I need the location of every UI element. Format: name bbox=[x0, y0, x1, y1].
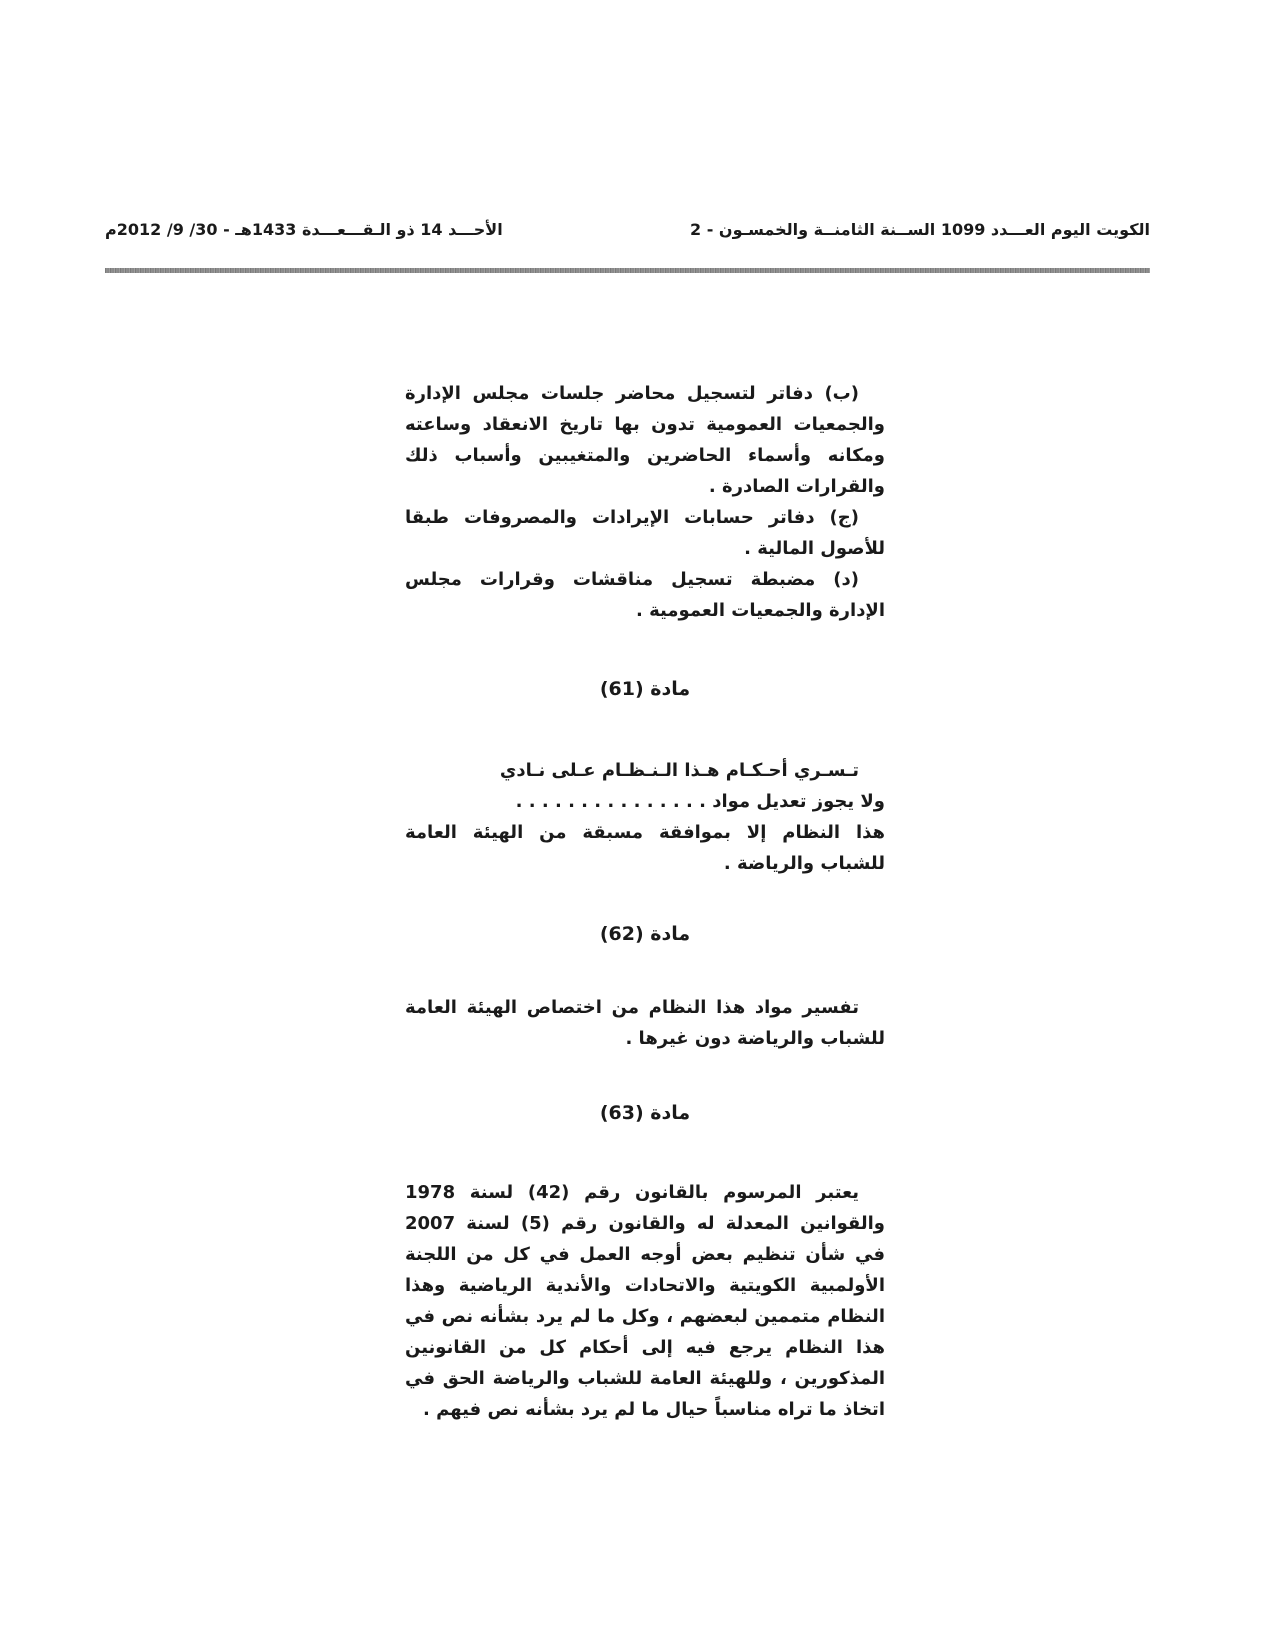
article-61-line2: ولا يجوز تعديل مواد bbox=[712, 791, 885, 812]
article-63-body: يعتبر المرسوم بالقانون رقم (42) لسنة 1978 والقوانين المعدلة له والقانون رقم (5) لسنة 2007 في شأن تنظيم بعض أوجه العمل في كل من اللجنة الأولمبية الكويتية والاتحادات والأندية الرياضية وهذا النظام متممين لبعضهم ، وكل ما لم يرد بشأنه نص في هذا النظام يرجع فيه إلى أحكام كل من القانونين المذكورين ، وللهيئة العامة للشباب والرياضة الحق في اتخاذ ما تراه مناسباً حيال ما لم يرد بشأنه نص فيهم . bbox=[405, 1182, 885, 1420]
item-b: (ب) دفاتر لتسجيل محاضر جلسات مجلس الإدارة والجمعيات العمومية تدون بها تاريخ الانعقاد وساعته ومكانه وأسماء الحاضرين والمتغيبين وأسباب ذلك والقرارات الصادرة . bbox=[405, 383, 885, 497]
header-publication-info: الكويت اليوم العـــدد 1099 الســنة الثامنــة والخمسـون - 2 bbox=[689, 220, 1150, 239]
article-61-line3: هذا النظام إلا بموافقة مسبقة من الهيئة العامة للشباب والرياضة . bbox=[405, 822, 885, 874]
article-61-dots: . . . . . . . . . . . . . . . bbox=[515, 791, 706, 812]
article-62-title: مادة (62) bbox=[599, 923, 691, 945]
header-divider bbox=[105, 268, 1150, 273]
article-61-body bbox=[405, 755, 885, 879]
main-content bbox=[405, 378, 885, 1425]
item-d: (د) مضبطة تسجيل مناقشات وقرارات مجلس الإدارة والجمعيات العمومية . bbox=[405, 569, 885, 621]
items-list bbox=[405, 378, 885, 626]
article-61-title: مادة (61) bbox=[599, 678, 691, 700]
page-header bbox=[105, 220, 1150, 250]
item-j: (ج) دفاتر حسابات الإيرادات والمصروفات طبقا للأصول المالية . bbox=[405, 507, 885, 559]
article-61-line2-wrapper bbox=[405, 786, 885, 817]
article-61-line1: تـسـري أحـكـام هـذا الـنـظـام عـلى نـادي bbox=[499, 760, 859, 781]
article-62-body: تفسير مواد هذا النظام من اختصاص الهيئة العامة للشباب والرياضة دون غيرها . bbox=[405, 997, 885, 1049]
header-date: الأحـــد 14 ذو الـقـــعـــدة 1433هـ - 30/ 9/ 2012م bbox=[105, 220, 503, 239]
article-63-title: مادة (63) bbox=[599, 1102, 691, 1124]
